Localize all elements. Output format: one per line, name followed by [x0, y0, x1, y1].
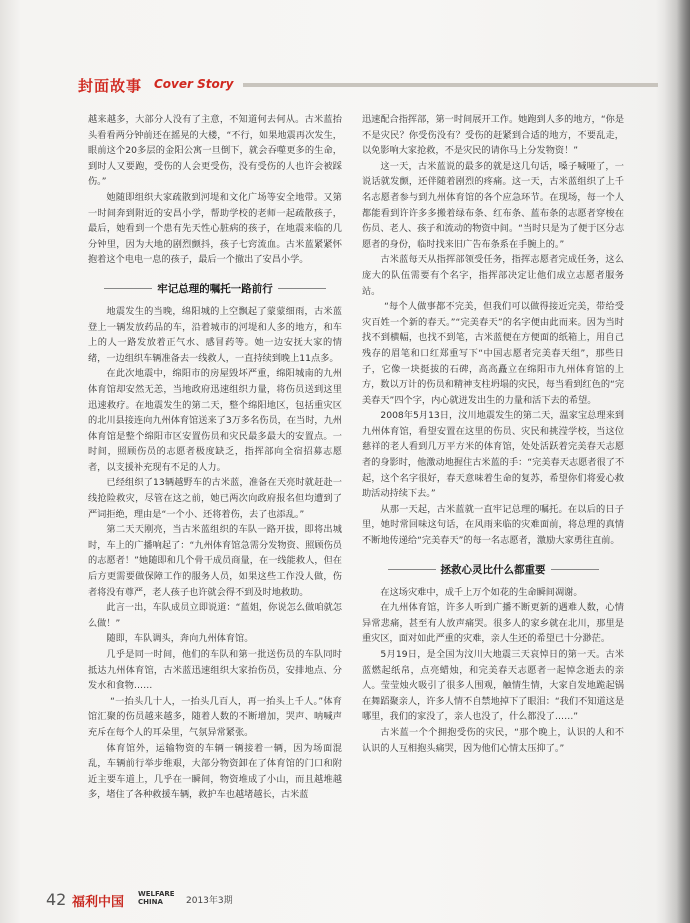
paragraph: “一抬头几十人，一抬头几百人，再一抬头上千人。”体育馆汇聚的伤员越来越多，随着人数的不断增加，哭声、呐喊声充斥在每个人的耳朵里，气氛异常紧张。: [88, 695, 342, 738]
section-heading: [362, 563, 624, 577]
issue-number: 2013年3期: [186, 896, 233, 906]
paragraph: 古米蓝每天从指挥部领受任务，指挥志愿者完成任务，这么庞大的队伍需要有个名字，指挥部决定让他们成立志愿者服务站。: [362, 254, 624, 297]
heading-rule-left: [388, 569, 436, 570]
paragraph: 从那一天起，古米蓝就一直牢记总理的嘱托。在以后的日子里，她时常回味这句话，在风雨来临的灾难面前，将总理的真情不断地传递给“完美春天”的每一名志愿者，激励大家勇往直前。: [362, 503, 624, 547]
paragraph: 几乎是同一时间，他们的车队和第一批送伤员的车队同时抵达九州体育馆，古米蓝迅速组织大家抬伤员，安排地点、分发水和食物……: [88, 649, 342, 692]
paragraph: 5月19日，是全国为汶川大地震三天哀悼日的第一天。古米蓝燃起纸帛，点亮蜡烛，和完美春天志愿者一起悼念逝去的亲人。莹莹烛火吸引了很多人围观，触情生情，大家自发地跪起锅在舞蹈聚亲人，许多人情不自禁地掉下了眼泪：“我们不知道这是哪里，我们的家没了，亲人也没了，什么都没了……”: [362, 649, 625, 723]
paragraph: 地震发生的当晚，绵阳城的上空飘起了蒙蒙细雨，古米蓝登上一辆发放药品的车，沿着城市的河堤和人多的地方，和车上的人一路发放着正气水、感冒药等。她一边安抚大家的情绪，一边组织车辆准备去一线救人，一直持续到晚上11点多。: [88, 305, 342, 364]
page-footer: [46, 888, 386, 912]
paragraph: 迅速配合指挥部，第一时间展开工作。她跑到人多的地方，“你是不是灾民？你受伤没有？受伤的赶紧到合适的地方，不要乱走，以免影响大家抢救，不是灾民的请你马上分发物资！”: [362, 114, 625, 157]
paragraph: 古米蓝一个个拥抱受伤的灾民，“那个晚上，认识的人和不认识的人互相抱头痛哭，因为他们心情太压抑了。”: [362, 726, 624, 754]
section-subtitle: Cover Story: [154, 77, 234, 91]
magazine-en-line1: WELFARE: [138, 890, 175, 898]
paragraph: 第二天天刚亮，当古米蓝组织的车队一路开拔，即将出城时，车上的广播响起了：“九州体育馆急需分发物资、照顾伤员的志愿者！”她随即和几个骨干成员商量，在一线能救人，但在后方更需要做保障工作的服务人员，如果这些工作没人做，伤者将没有尊严，老人孩子也许就会得不到及时地救助。: [88, 524, 342, 598]
magazine-logo: 福利中国: [72, 895, 125, 910]
section-header: [58, 74, 658, 96]
paragraph: “每个人做事都不完美，但我们可以做得接近完美，带给受灾百姓一个新的春天。”“完美春天”的名字便由此而来。因为当时找不到横幅，也找不到笔，古米蓝便在方便面的纸箱上，用自己残存的眉笔和口红郑重写下“中国志愿者完美春天组”，那些日子，它像一块挺拔的石碑，高高矗立在绵阳市九州体育馆的上方，数以万计的伤员和精神支柱坍塌的灾民，每当看到红色的“完美春天”四个字，内心就迸发出生的力量和活下去的希望。: [362, 301, 625, 406]
heading-rule-right: [278, 288, 326, 289]
right-column: [362, 112, 624, 756]
magazine-en-line2: CHINA: [138, 898, 163, 906]
header-rule: [243, 83, 658, 87]
paragraph: 2008年5月13日，汶川地震发生的第二天，温家宝总理来到九州体育馆，看望安置在这里的伤员、灾民和挑滢学校，当这位慈祥的老人看到几万平方米的体育馆，处处活跃着完美春天志愿者的身影时，他激动地握住古米蓝的手：“完美春天志愿者很了不起，这个名字很好，春天意味着生命的复苏，希望你们将爱心救助活动持续下去。”: [362, 410, 625, 500]
paragraph: 这一天，古米蓝说的最多的就是这几句话，嗓子喊哑了，一说话就发颤，还伴随着剧烈的疼痛。这一天，古米蓝组织了上千名志愿者参与到九州体育馆的各个应急环节。在现场，每一个人都能看到许许多多搬着绿布条、红布条、蓝布条的志愿者穿梭在伤员、老人、孩子和流动的物资中间。“当时只是为了便于区分志愿者的身份，临时找来旧广告布条系在手腕上的。”: [362, 160, 625, 250]
page-number: 42: [46, 890, 67, 909]
paragraph: 越来越多，大部分人没有了主意，不知道何去何从。古米蓝抬头看看两分钟前还在摇晃的大楼，“不行，如果地震再次发生，眼前这个20多层的金阳公寓一旦倒下，就会吞噬更多的生命，到时人又要跑，受伤的人会更受伤，没有受伤的人也许会被踩伤。”: [88, 114, 342, 188]
paragraph: 已经组织了13辆越野车的古米蓝，准备在天亮时就赶赴一线抢险救灾，尽管在这之前，她已两次向政府报名但均遭到了严词拒绝，理由是“一个小、还将着伤，去了也添乱。”: [88, 477, 342, 520]
paragraph: 体育馆外，运输物资的车辆一辆接着一辆，因为场面混乱，车辆前行举步维艰，大部分物资卸在了体育馆的门口和附近主要车道上，几乎在一瞬间，物资堆成了小山，而且越堆越多，堵住了各种救援车辆，救护车也越堵越长，古米蓝: [88, 742, 342, 801]
magazine-logo-english: [138, 890, 175, 906]
paragraph: 此言一出，车队成员立即说道：“蓝姐，你说怎么做咱就怎么做！”: [88, 602, 342, 629]
heading-rule-left: [104, 288, 152, 289]
paragraph: 她随即组织大家疏散到河堤和文化广场等安全地带。又第一时间奔到附近的安昌小学，帮助学校的老师一起疏散孩子，最后，她看到一个患有先天性心脏病的孩子，在地震来临的几分钟里，因为大地的剧烈颤抖，孩子七窍流血。古米蓝紧紧怀抱着这个电电一息的孩子，最后一个撤出了安昌小学。: [88, 191, 342, 266]
section-heading-text: 牢记总理的嘱托一路前行: [157, 282, 273, 295]
section-heading: [88, 282, 342, 296]
left-column: [88, 112, 342, 803]
paragraph: 随即，车队调头，奔向九州体育馆。: [106, 633, 254, 645]
page-binding-shadow: [664, 0, 690, 923]
paragraph: 在这场灾难中，成千上万个如花的生命瞬间凋谢。: [380, 586, 583, 598]
section-heading-text: 拯救心灵比什么都重要: [440, 563, 546, 576]
paragraph: 在九州体育馆，许多人听到广播不断更新的遇难人数，心情异常悲痛，甚至有人放声痛哭。很多人的家乡就在北川，那里是重灾区，面对如此严重的灾难，亲人生还的希望已十分渺茫。: [362, 602, 624, 645]
paragraph: 在此次地震中，绵阳市的房屋毁坏严重，绵阳城南的九州体育馆却安然无恙，当地政府迅速组织力量，将伤员送到这里迅速救疗。在地震发生的第二天，整个绵阳地区，包括重灾区的北川县接连向九州体育馆送来了3万多名伤员，在当时，九州体育馆是整个绵阳市区安置伤员和灾民最多最大的安置点。一时间，照顾伤员的志愿者极度缺乏，指挥部向全宿招募志愿者，以支援补充现有不足的人力。: [88, 368, 342, 473]
heading-rule-right: [551, 569, 599, 570]
section-title: 封面故事: [78, 77, 143, 95]
